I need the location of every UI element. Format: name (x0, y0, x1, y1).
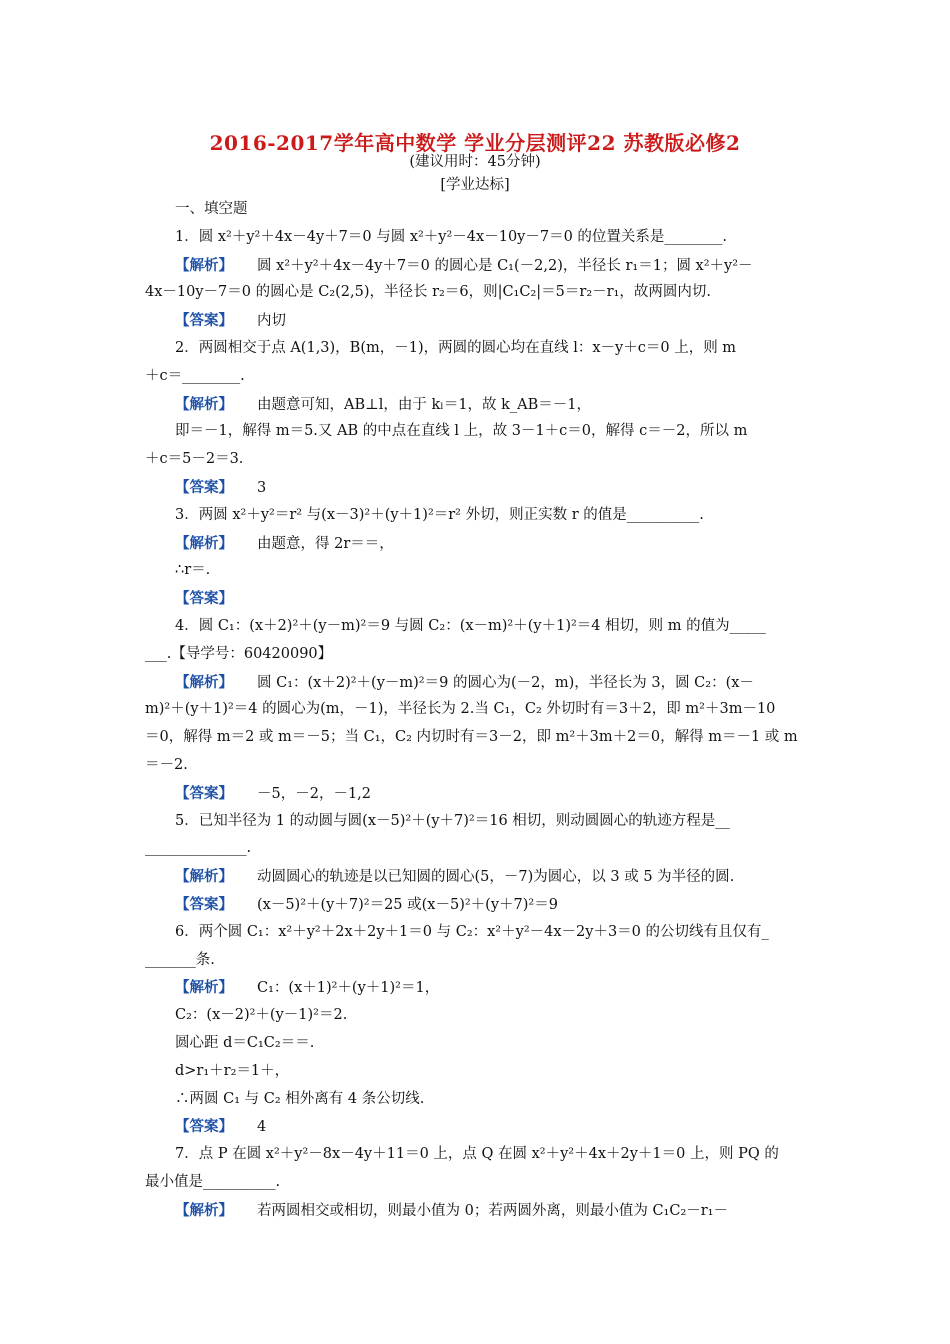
text-line: 2．两圆相交于点 A(1,3)，B(m，－1)，两圆的圆心均在直线 l：x－y＋c＝0 上，则 m (175, 339, 737, 356)
solution-text: 由题意，得 2r＝＝， (257, 535, 394, 552)
answer-label: 【答案】 (175, 312, 233, 330)
text-line: 6．两个圆 C₁：x²＋y²＋2x＋2y＋1＝0 与 C₂：x²＋y²－4x－2y＋3＝0 的公切线有且仅有_ (175, 923, 769, 940)
solution-line (145, 391, 807, 419)
answer-text: 4 (257, 1119, 267, 1136)
answer-label: 【答案】 (175, 895, 233, 913)
level-heading: [学业达标] (440, 177, 510, 193)
solution-label: 【解析】 (175, 979, 233, 997)
answer-line (145, 1113, 807, 1141)
solution-text: C₁：(x＋1)²＋(y＋1)²＝1， (257, 980, 440, 997)
solution-label: 【解析】 (175, 673, 233, 691)
document-body (145, 196, 807, 1224)
text-line: m)²＋(y＋1)²＝4 的圆心为(m，－1)，半径长为 2.当 C₁，C₂ 外切时有＝3＋2，即 m²＋3m－10 (145, 701, 776, 718)
solution-line (145, 1197, 807, 1225)
text-line: ∴r＝. (175, 562, 211, 579)
text-line: ___.【导学号：60420090】 (145, 645, 333, 662)
text-line: ＋c＝________. (145, 367, 245, 384)
text-line: 4．圆 C₁：(x＋2)²＋(y－m)²＝9 与圆 C₂：(x－m)²＋(y＋1)²＝4 相切，则 m 的值为_____ (175, 617, 766, 634)
solution-label: 【解析】 (175, 256, 233, 274)
text-line: 即＝－1，解得 m＝5.又 AB 的中点在直线 l 上，故 3－1＋c＝0，解得 c＝－2，所以 m (175, 423, 748, 440)
answer-line (145, 891, 807, 919)
answer-line (145, 474, 807, 502)
text-line: C₂：(x－2)²＋(y－1)²＝2. (175, 1007, 348, 1024)
answer-text: －5，－2，－1,2 (257, 785, 372, 802)
solution-text: 圆 C₁：(x＋2)²＋(y－m)²＝9 的圆心为(－2，m)，半径长为 3，圆 C₂：(x－ (257, 674, 754, 691)
answer-label: 【答案】 (175, 1118, 233, 1136)
solution-text: 圆 x²＋y²＋4x－4y＋7＝0 的圆心是 C₁(－2,2)，半径长 r₁＝1；圆 x²＋y²－ (257, 257, 753, 274)
answer-label: 【答案】 (175, 478, 233, 496)
solution-text: 若两圆相交或相切，则最小值为 0；若两圆外离，则最小值为 C₁C₂－r₁－ (257, 1202, 728, 1219)
solution-label: 【解析】 (175, 1201, 233, 1219)
answer-line (145, 585, 807, 613)
text-line: 7．点 P 在圆 x²＋y²－8x－4y＋11＝0 上，点 Q 在圆 x²＋y²＋4x＋2y＋1＝0 上，则 PQ 的 (175, 1146, 779, 1163)
text-line: ______________. (145, 840, 252, 857)
text-line: 最小值是__________. (145, 1173, 281, 1190)
text-line: 1．圆 x²＋y²＋4x－4y＋7＝0 与圆 x²＋y²－4x－10y－7＝0 的位置关系是________. (175, 228, 728, 245)
text-line: 3．两圆 x²＋y²＝r² 与(x－3)²＋(y＋1)²＝r² 外切，则正实数 r 的值是__________. (175, 506, 704, 523)
text-line: d>r₁＋r₂＝1＋， (175, 1062, 290, 1079)
text-line: ∴两圆 C₁ 与 C₂ 相外离有 4 条公切线. (175, 1090, 425, 1107)
solution-label: 【解析】 (175, 395, 233, 413)
solution-text: 由题意可知，AB⊥l，由于 kₗ＝1，故 k_AB＝－1， (257, 396, 592, 413)
answer-text: 3 (257, 479, 267, 496)
solution-line (145, 974, 807, 1002)
answer-label: 【答案】 (175, 784, 233, 802)
text-line: ＝0，解得 m＝2 或 m＝－5；当 C₁，C₂ 内切时有＝3－2，即 m²＋3m＋2＝0，解得 m＝－1 或 m (145, 729, 798, 746)
solution-line (145, 252, 807, 280)
text-line: 4x－10y－7＝0 的圆心是 C₂(2,5)，半径长 r₂＝6，则|C₁C₂|＝5＝r₂－r₁，故两圆内切. (145, 284, 711, 301)
solution-line (145, 530, 807, 558)
answer-line (145, 780, 807, 808)
solution-text: 动圆圆心的轨迹是以已知圆的圆心(5，－7)为圆心，以 3 或 5 为半径的圆. (257, 869, 735, 886)
answer-line (145, 307, 807, 335)
question-list (145, 224, 807, 1225)
solution-line (145, 863, 807, 891)
text-line: 圆心距 d＝C₁C₂＝＝. (175, 1034, 315, 1051)
solution-label: 【解析】 (175, 534, 233, 552)
solution-label: 【解析】 (175, 868, 233, 886)
suggested-time: (建议用时：45分钟) (409, 154, 541, 170)
answer-text: 内切 (257, 313, 286, 330)
answer-label: 【答案】 (175, 590, 233, 608)
solution-line (145, 669, 807, 697)
text-line: _______条. (145, 951, 215, 968)
text-line: ＋c＝5－2＝3. (145, 451, 244, 468)
section-heading: 一、填空题 (175, 201, 248, 217)
document-title: 2016-2017学年高中数学 学业分层测评22 苏教版必修2 (209, 131, 741, 155)
answer-text: (x－5)²＋(y＋7)²＝25 或(x－5)²＋(y＋7)²＝9 (257, 896, 558, 913)
text-line: 5．已知半径为 1 的动圆与圆(x－5)²＋(y＋7)²＝16 相切，则动圆圆心的轨迹方程是__ (175, 812, 730, 829)
text-line: ＝－2. (145, 756, 188, 773)
